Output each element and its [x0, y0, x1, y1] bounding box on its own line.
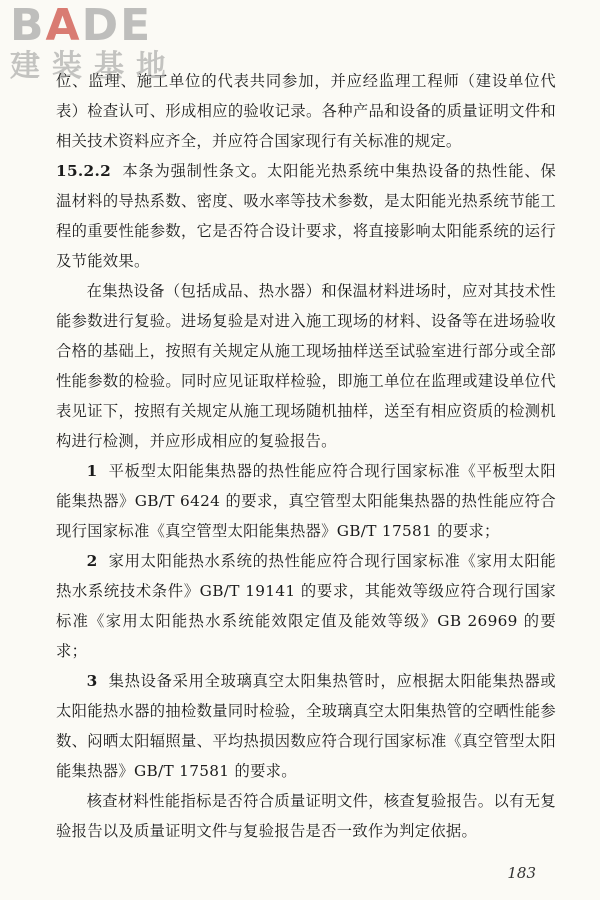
list-item-number: 2	[86, 552, 98, 570]
paragraph-verification: 核查材料性能指标是否符合质量证明文件，核查复验报告。以有无复验报告以及质量证明文件与复验报告是否一致作为判定依据。	[56, 792, 556, 840]
list-item-1: 1 平板型太阳能集热器的热性能应符合现行国家标准《平板型太阳能集热器》GB/T 6424 的要求，真空管型太阳能集热器的热性能应符合现行国家标准《真空管型太阳能集热器》GB/T 17581 的要求；	[56, 462, 557, 540]
paragraph-continuation: 位、监理、施工单位的代表共同参加，并应经监理工程师（建设单位代表）检查认可、形成相应的验收记录。各种产品和设备的质量证明文件和相关技术资料应齐全，并应符合国家现行有关标准的规定。	[56, 72, 556, 150]
paragraph-clause-15-2-2: 15.2.2 本条为强制性条文。太阳能光热系统中集热设备的热性能、保温材料的导热系数、密度、吸水率等技术参数，是太阳能光热系统节能工程的重要性能参数，它是否符合设计要求，将直接影响太阳能系统的运行及节能效果。	[56, 162, 556, 270]
clause-number: 15.2.2	[56, 162, 112, 180]
paragraph-retest: 在集热设备（包括成品、热水器）和保温材料进场时，应对其技术性能参数进行复验。进场复验是对进入施工现场的材料、设备等在进场验收合格的基础上，按照有关规定从施工现场抽样送至试验室进行部分或全部性能参数的检验。同时应见证取样检验，即施工单位在监理或建设单位代表见证下，按照有关规定从施工现场随机抽样，送至有相应资质的检测机构进行检测，并应形成相应的复验报告。	[56, 282, 556, 450]
watermark-subtitle: 建装基地	[10, 49, 178, 84]
list-item-3: 3 集热设备采用全玻璃真空太阳集热管时，应根据太阳能集热器或太阳能热水器的抽检数量同时检验，全玻璃真空太阳集热管的空晒性能参数、闷晒太阳辐照量、平均热损因数应符合现行国家标准《真空管型太阳能集热器》GB/T 17581 的要求。	[56, 672, 557, 780]
list-item-2: 2 家用太阳能热水系统的热性能应符合现行国家标准《家用太阳能热水系统技术条件》GB/T 19141 的要求，其能效等级应符合现行国家标准《家用太阳能热水系统能效限定值及能效等级》GB 26969 的要求；	[56, 552, 557, 660]
list-item-number: 3	[86, 672, 98, 690]
body-text	[56, 66, 556, 846]
page-number: 183	[507, 864, 536, 882]
list-item-number: 1	[86, 462, 98, 480]
watermark-logo-text: BADE	[10, 0, 153, 51]
